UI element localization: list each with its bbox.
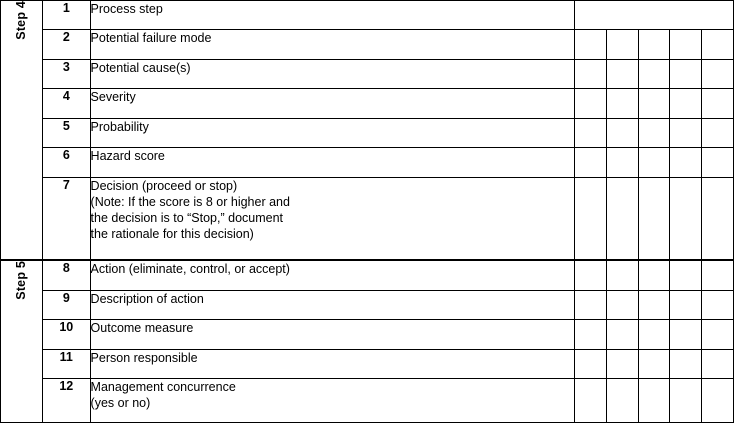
entry-cell[interactable] (638, 30, 670, 59)
row-description (90, 118, 574, 147)
entry-cell[interactable] (670, 177, 702, 260)
entry-cell[interactable] (702, 59, 734, 88)
row-description-line: Action (eliminate, control, or accept) (90, 262, 290, 277)
table-row (1, 290, 734, 319)
row-description-line: Description of action (90, 291, 204, 306)
entry-cell[interactable] (670, 30, 702, 59)
entry-cell[interactable] (702, 349, 734, 378)
table-row (1, 349, 734, 378)
entry-cell[interactable] (574, 118, 606, 147)
row-description (90, 148, 574, 177)
table-row (1, 148, 734, 177)
table-row (1, 59, 734, 88)
row-number: 3 (43, 59, 91, 88)
row-number: 7 (43, 177, 91, 260)
step-label-text: Step 4 (14, 1, 29, 40)
row-description (90, 177, 574, 260)
entry-cell[interactable] (702, 320, 734, 349)
row-description-line: Severity (90, 90, 136, 105)
entry-cell[interactable] (574, 290, 606, 319)
entry-cell[interactable] (606, 89, 638, 118)
row-description-line: Person responsible (90, 350, 198, 365)
entry-cell[interactable] (670, 89, 702, 118)
entry-cell[interactable] (702, 290, 734, 319)
entry-cell[interactable] (702, 30, 734, 59)
entry-cell[interactable] (638, 349, 670, 378)
entry-cell[interactable] (574, 177, 606, 260)
row-description (90, 59, 574, 88)
row-description-line: Potential cause(s) (90, 60, 191, 75)
row-description (90, 379, 574, 423)
entry-cell[interactable] (638, 89, 670, 118)
row-description (90, 260, 574, 290)
entry-cell[interactable] (702, 148, 734, 177)
entry-cell[interactable] (702, 379, 734, 423)
entry-cell[interactable] (670, 349, 702, 378)
entry-cell[interactable] (670, 290, 702, 319)
entry-cell[interactable] (606, 320, 638, 349)
entry-cell[interactable] (702, 260, 734, 290)
entry-cell[interactable] (670, 260, 702, 290)
row-description-line: Decision (proceed or stop) (90, 178, 238, 193)
row-description (90, 89, 574, 118)
row-description-line: Management concurrence (90, 380, 236, 395)
step-label-cell-step-4 (1, 1, 43, 261)
row-description (90, 1, 574, 30)
row-description-line: Outcome measure (90, 321, 194, 336)
entry-cell[interactable] (574, 379, 606, 423)
entry-cell[interactable] (606, 290, 638, 319)
entry-cell[interactable] (606, 177, 638, 260)
row-number: 2 (43, 30, 91, 59)
row-description-line: (Note: If the score is 8 or higher and (90, 194, 290, 209)
row-number: 10 (43, 320, 91, 349)
row-number: 11 (43, 349, 91, 378)
entry-cell[interactable] (574, 1, 733, 30)
entry-cell[interactable] (702, 89, 734, 118)
entry-cell[interactable] (670, 320, 702, 349)
table-row (1, 177, 734, 260)
row-description (90, 320, 574, 349)
row-number: 8 (43, 260, 91, 290)
entry-cell[interactable] (574, 59, 606, 88)
entry-cell[interactable] (606, 148, 638, 177)
entry-cell[interactable] (638, 290, 670, 319)
row-description (90, 290, 574, 319)
entry-cell[interactable] (670, 118, 702, 147)
entry-cell[interactable] (606, 379, 638, 423)
entry-cell[interactable] (638, 118, 670, 147)
entry-cell[interactable] (606, 59, 638, 88)
entry-cell[interactable] (574, 30, 606, 59)
entry-cell[interactable] (574, 260, 606, 290)
entry-cell[interactable] (638, 260, 670, 290)
entry-cell[interactable] (606, 30, 638, 59)
entry-cell[interactable] (670, 148, 702, 177)
entry-cell[interactable] (702, 118, 734, 147)
entry-cell[interactable] (606, 260, 638, 290)
row-description (90, 30, 574, 59)
entry-cell[interactable] (638, 320, 670, 349)
row-description-line: the decision is to “Stop,” document (90, 210, 284, 225)
row-description-line: Process step (90, 2, 163, 16)
row-description-line: Hazard score (90, 149, 165, 164)
step-label-cell-step-5 (1, 260, 43, 422)
row-number: 4 (43, 89, 91, 118)
row-description (90, 349, 574, 378)
table-row (1, 30, 734, 59)
entry-cell[interactable] (638, 148, 670, 177)
entry-cell[interactable] (574, 89, 606, 118)
table-row (1, 260, 734, 290)
entry-cell[interactable] (638, 59, 670, 88)
entry-cell[interactable] (574, 349, 606, 378)
row-number: 6 (43, 148, 91, 177)
entry-cell[interactable] (670, 59, 702, 88)
row-description-line: Potential failure mode (90, 31, 212, 46)
row-number: 12 (43, 379, 91, 423)
step-label-text: Step 5 (14, 261, 29, 300)
entry-cell[interactable] (574, 148, 606, 177)
row-number: 9 (43, 290, 91, 319)
row-description-line: the rationale for this decision) (90, 226, 254, 241)
fmea-table-body (1, 1, 734, 423)
table-row (1, 118, 734, 147)
entry-cell[interactable] (606, 349, 638, 378)
table-row (1, 379, 734, 423)
entry-cell[interactable] (606, 118, 638, 147)
table-row (1, 1, 734, 30)
entry-cell[interactable] (638, 177, 670, 260)
row-number: 5 (43, 118, 91, 147)
table-row (1, 89, 734, 118)
table-row (1, 320, 734, 349)
row-description-line: Probability (90, 119, 149, 134)
entry-cell[interactable] (702, 177, 734, 260)
row-description-line: (yes or no) (90, 396, 151, 411)
row-number: 1 (43, 1, 91, 30)
entry-cell[interactable] (670, 379, 702, 423)
entry-cell[interactable] (574, 320, 606, 349)
entry-cell[interactable] (638, 379, 670, 423)
